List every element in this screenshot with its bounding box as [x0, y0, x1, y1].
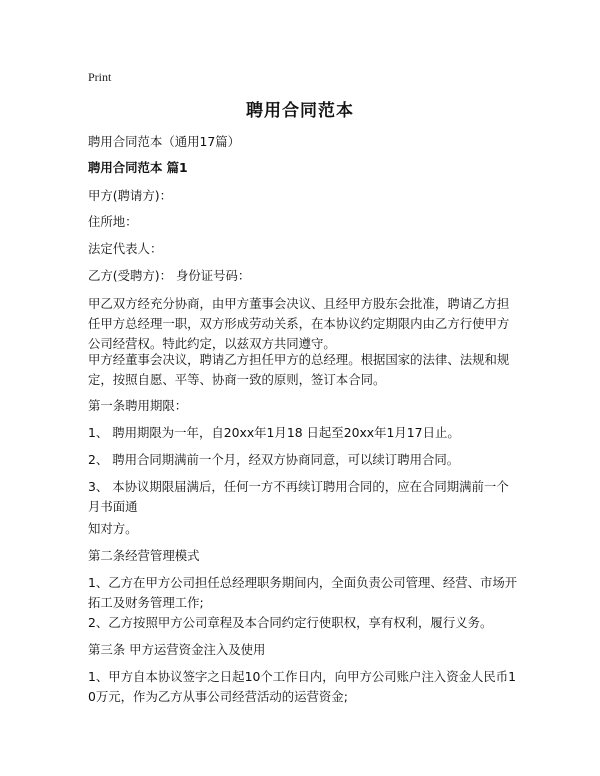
article-1-item-2: 2、 聘用合同期满前一个月，经双方协商同意，可以续订聘用合同。 [88, 452, 460, 467]
article-3-item-1: 1、甲方自本协议签字之日起10个工作日内，向甲方公司账户注入资金人民币10万元，作为乙方从事公司经营活动的运营资金; [88, 669, 517, 704]
section-title: 聘用合同范本 篇1 [88, 160, 188, 175]
article-1-item-1: 1、 聘用期限为一年，自20xx年1月18 日起至20xx年1月17日止。 [88, 425, 460, 440]
party-a-line: 甲方(聘请方)： [88, 188, 173, 203]
legal-rep-line: 法定代表人： [88, 241, 163, 256]
intro-paragraph: 甲乙双方经充分协商，由甲方董事会决议、且经甲方股东会批准，聘请乙方担任甲方总经理一职，双方形成劳动关系，在本协议约定期限内由乙方行使甲方公司经营权。特此约定，以兹双方共同遵守。 [88, 296, 510, 351]
party-b-line: 乙方(受聘方)： 身份证号码： [88, 268, 251, 283]
article-1-item-3-continued: 知对方。 [88, 521, 138, 536]
board-paragraph: 甲方经董事会决议，聘请乙方担任甲方的总经理。根据国家的法律、法规和规定，按照自愿、平等、协商一致的原则，签订本合同。 [88, 352, 510, 387]
article-1-title: 第一条聘用期限： [88, 398, 188, 413]
document-title: 聘用合同范本 [246, 101, 354, 121]
article-3-title: 第三条 甲方运营资金注入及使用 [88, 642, 266, 657]
article-2-item-1: 1、乙方在甲方公司担任总经理职务期间内，全面负责公司管理、经营、市场开拓工及财务管理工作; [88, 575, 518, 610]
article-1-item-3: 3、 本协议期限届满后，任何一方不再续订聘用合同的，应在合同期满前一个月书面通 [88, 479, 509, 514]
article-2-title: 第二条经营管理模式 [88, 548, 200, 563]
print-label: Print [88, 70, 112, 84]
address-line: 住所地： [88, 214, 138, 229]
document-subtitle: 聘用合同范本（通用17篇） [88, 134, 241, 149]
article-2-item-2: 2、乙方按照甲方公司章程及本合同约定行使职权，享有权利，履行义务。 [88, 615, 493, 630]
